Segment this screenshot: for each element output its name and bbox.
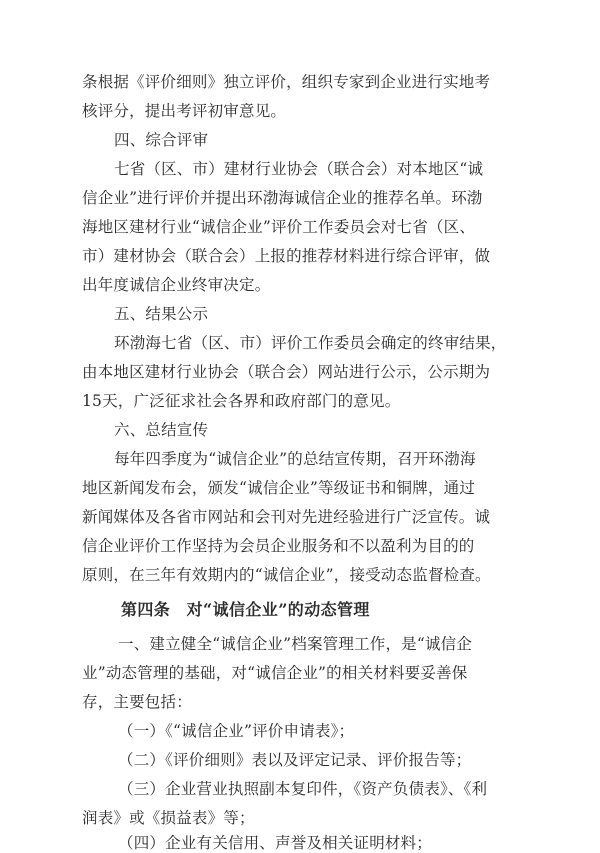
text-line: 七省（区、市）建材行业协会（联合会）对本地区“诚 bbox=[114, 160, 484, 178]
list-item: （一）《“诚信企业”评价申请表》； bbox=[118, 722, 355, 740]
list-item: （三）企业营业执照副本复印件，《资产负债表》、《利 bbox=[118, 780, 488, 798]
text-line: 原则，在三年有效期内的“诚信企业”，接受动态监督检查。 bbox=[82, 566, 491, 584]
text-line: 条根据《评价细则》独立评价，组织专家到企业进行实地考 bbox=[82, 73, 491, 91]
text-line: 业”动态管理的基础，对“诚信企业”的相关材料要妥善保 bbox=[82, 664, 468, 682]
section-heading: 五、结果公示 bbox=[114, 305, 209, 323]
text-line: 地区新闻发布会，颁发“诚信企业”等级证书和铜牌，通过 bbox=[82, 479, 476, 497]
text-line: 新闻媒体及各省市网站和会刊对先进经验进行广泛宣传。诚 bbox=[82, 508, 491, 526]
list-item: （二）《评价细则》表以及评定记录、评价报告等； bbox=[118, 751, 472, 769]
text-line: 信企业评价工作坚持为会员企业服务和不以盈利为目的的 bbox=[82, 537, 475, 555]
text-line: 信企业”进行评价并提出环渤海诚信企业的推荐名单。环渤 bbox=[82, 189, 483, 207]
section-heading: 六、总结宣传 bbox=[114, 421, 209, 439]
list-item: （四）企业有关信用、声誉及相关证明材料； bbox=[118, 834, 433, 852]
text-line: 出年度诚信企业终审决定。 bbox=[82, 276, 271, 294]
article-heading: 第四条 对“诚信企业”的动态管理 bbox=[121, 600, 370, 619]
text-line: 环渤海七省（区、市）评价工作委员会确定的终审结果， bbox=[114, 334, 507, 352]
text-line: 润表》或《损益表》等； bbox=[82, 809, 255, 827]
text-line: 每年四季度为“诚信企业”的总结宣传期，召开环渤海 bbox=[114, 450, 476, 468]
text-line: 15天，广泛征求社会各界和政府部门的意见。 bbox=[82, 392, 401, 410]
text-line: 核评分，提出考评初审意见。 bbox=[82, 102, 287, 120]
text-line: 市）建材协会（联合会）上报的推荐材料进行综合评审，做 bbox=[82, 247, 491, 265]
section-heading: 四、综合评审 bbox=[114, 131, 209, 149]
text-line: 由本地区建材行业协会（联合会）网站进行公示，公示期为 bbox=[82, 363, 491, 381]
text-line: 存，主要包括： bbox=[82, 693, 192, 711]
text-line: 海地区建材行业“诚信企业”评价工作委员会对七省（区、 bbox=[82, 218, 476, 236]
text-line: 一、建立健全“诚信企业”档案管理工作，是“诚信企 bbox=[118, 635, 473, 653]
